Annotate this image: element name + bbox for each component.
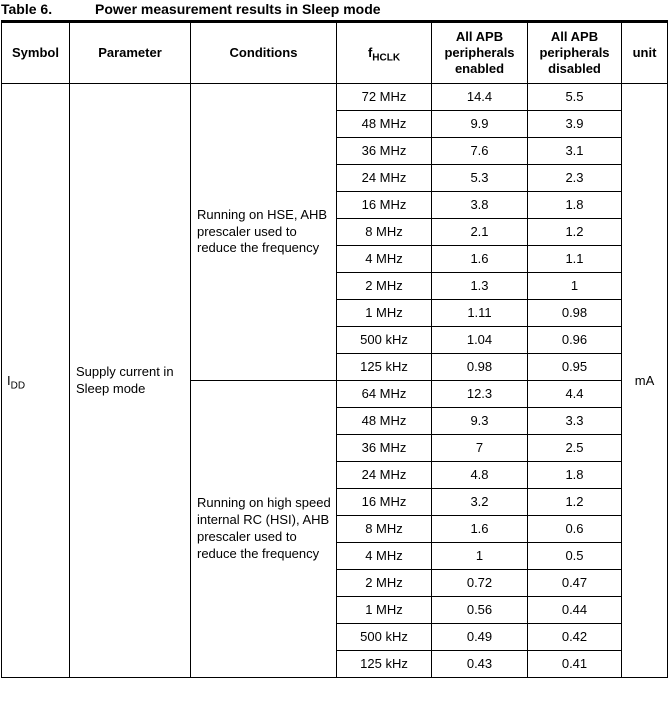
- apb-enabled-value-cell: 4.8: [432, 462, 528, 489]
- apb-disabled-value-cell: 5.5: [528, 84, 622, 111]
- table-caption: [0, 0, 670, 20]
- apb-disabled-value-cell: 4.4: [528, 381, 622, 408]
- condition-cell: Running on HSE, AHB prescaler used to reduce the frequency: [191, 84, 337, 381]
- fhclk-value-cell: 1 MHz: [337, 597, 432, 624]
- apb-enabled-value-cell: 0.72: [432, 570, 528, 597]
- fhclk-value-cell: 24 MHz: [337, 165, 432, 192]
- apb-enabled-value-cell: 14.4: [432, 84, 528, 111]
- table-body: [2, 84, 668, 678]
- apb-enabled-value-cell: 2.1: [432, 219, 528, 246]
- apb-disabled-value-cell: 0.5: [528, 543, 622, 570]
- apb-disabled-value-cell: 1.8: [528, 192, 622, 219]
- column-header-symbol: Symbol: [2, 22, 70, 84]
- apb-enabled-value-cell: 0.49: [432, 624, 528, 651]
- apb-disabled-value-cell: 0.44: [528, 597, 622, 624]
- apb-disabled-value-cell: 0.41: [528, 651, 622, 678]
- apb-disabled-value-cell: 2.5: [528, 435, 622, 462]
- apb-disabled-value-cell: 3.1: [528, 138, 622, 165]
- fhclk-value-cell: 500 kHz: [337, 624, 432, 651]
- fhclk-value-cell: 2 MHz: [337, 570, 432, 597]
- apb-disabled-value-cell: 1.2: [528, 489, 622, 516]
- apb-disabled-value-cell: 0.95: [528, 354, 622, 381]
- apb-enabled-value-cell: 7.6: [432, 138, 528, 165]
- fhclk-value-cell: 72 MHz: [337, 84, 432, 111]
- column-header-conditions: Conditions: [191, 22, 337, 84]
- fhclk-value-cell: 48 MHz: [337, 408, 432, 435]
- fhclk-value-cell: 125 kHz: [337, 354, 432, 381]
- apb-enabled-value-cell: 1.3: [432, 273, 528, 300]
- parameter-cell: Supply current in Sleep mode: [70, 84, 191, 678]
- apb-disabled-value-cell: 0.96: [528, 327, 622, 354]
- apb-enabled-value-cell: 1.11: [432, 300, 528, 327]
- fhclk-value-cell: 36 MHz: [337, 435, 432, 462]
- fhclk-value-cell: 2 MHz: [337, 273, 432, 300]
- fhclk-value-cell: 16 MHz: [337, 489, 432, 516]
- apb-disabled-value-cell: 3.3: [528, 408, 622, 435]
- apb-enabled-value-cell: 5.3: [432, 165, 528, 192]
- apb-enabled-value-cell: 0.56: [432, 597, 528, 624]
- apb-enabled-value-cell: 3.2: [432, 489, 528, 516]
- fhclk-value-cell: 36 MHz: [337, 138, 432, 165]
- column-header-fhclk: $f_{HCLK}$: [337, 22, 432, 84]
- fhclk-value-cell: 4 MHz: [337, 246, 432, 273]
- column-header-parameter: Parameter: [70, 22, 191, 84]
- apb-enabled-value-cell: 7: [432, 435, 528, 462]
- column-header-apb-disabled: All APB peripherals disabled: [528, 22, 622, 84]
- apb-disabled-value-cell: 2.3: [528, 165, 622, 192]
- apb-disabled-value-cell: 0.42: [528, 624, 622, 651]
- apb-enabled-value-cell: 12.3: [432, 381, 528, 408]
- apb-enabled-value-cell: 1: [432, 543, 528, 570]
- fhclk-value-cell: 8 MHz: [337, 516, 432, 543]
- fhclk-value-cell: 500 kHz: [337, 327, 432, 354]
- apb-disabled-value-cell: 1: [528, 273, 622, 300]
- apb-enabled-value-cell: 0.43: [432, 651, 528, 678]
- apb-disabled-value-cell: 0.6: [528, 516, 622, 543]
- apb-disabled-value-cell: 1.2: [528, 219, 622, 246]
- fhclk-value-cell: 48 MHz: [337, 111, 432, 138]
- fhclk-value-cell: 16 MHz: [337, 192, 432, 219]
- column-header-unit: unit: [622, 22, 668, 84]
- apb-disabled-value-cell: 0.47: [528, 570, 622, 597]
- table-row: [2, 84, 668, 111]
- apb-enabled-value-cell: 9.9: [432, 111, 528, 138]
- symbol-cell: $I_{DD}$: [2, 84, 70, 678]
- table-header-row: [2, 22, 668, 84]
- power-measurement-table: [1, 20, 668, 678]
- fhclk-value-cell: 1 MHz: [337, 300, 432, 327]
- table-caption-number: Table 6.: [1, 1, 53, 17]
- apb-enabled-value-cell: 0.98: [432, 354, 528, 381]
- apb-enabled-value-cell: 9.3: [432, 408, 528, 435]
- apb-disabled-value-cell: 3.9: [528, 111, 622, 138]
- column-header-apb-enabled: All APB peripherals enabled: [432, 22, 528, 84]
- fhclk-value-cell: 4 MHz: [337, 543, 432, 570]
- apb-enabled-value-cell: 1.6: [432, 516, 528, 543]
- unit-cell: mA: [622, 84, 668, 678]
- fhclk-value-cell: 24 MHz: [337, 462, 432, 489]
- fhclk-value-cell: 125 kHz: [337, 651, 432, 678]
- apb-enabled-value-cell: 1.6: [432, 246, 528, 273]
- apb-disabled-value-cell: 1.1: [528, 246, 622, 273]
- apb-disabled-value-cell: 1.8: [528, 462, 622, 489]
- fhclk-value-cell: 64 MHz: [337, 381, 432, 408]
- fhclk-value-cell: 8 MHz: [337, 219, 432, 246]
- apb-enabled-value-cell: 3.8: [432, 192, 528, 219]
- table-caption-title: Power measurement results in Sleep mode: [95, 1, 381, 17]
- condition-cell: Running on high speed internal RC (HSI), AHB prescaler used to reduce the frequency: [191, 381, 337, 678]
- apb-enabled-value-cell: 1.04: [432, 327, 528, 354]
- apb-disabled-value-cell: 0.98: [528, 300, 622, 327]
